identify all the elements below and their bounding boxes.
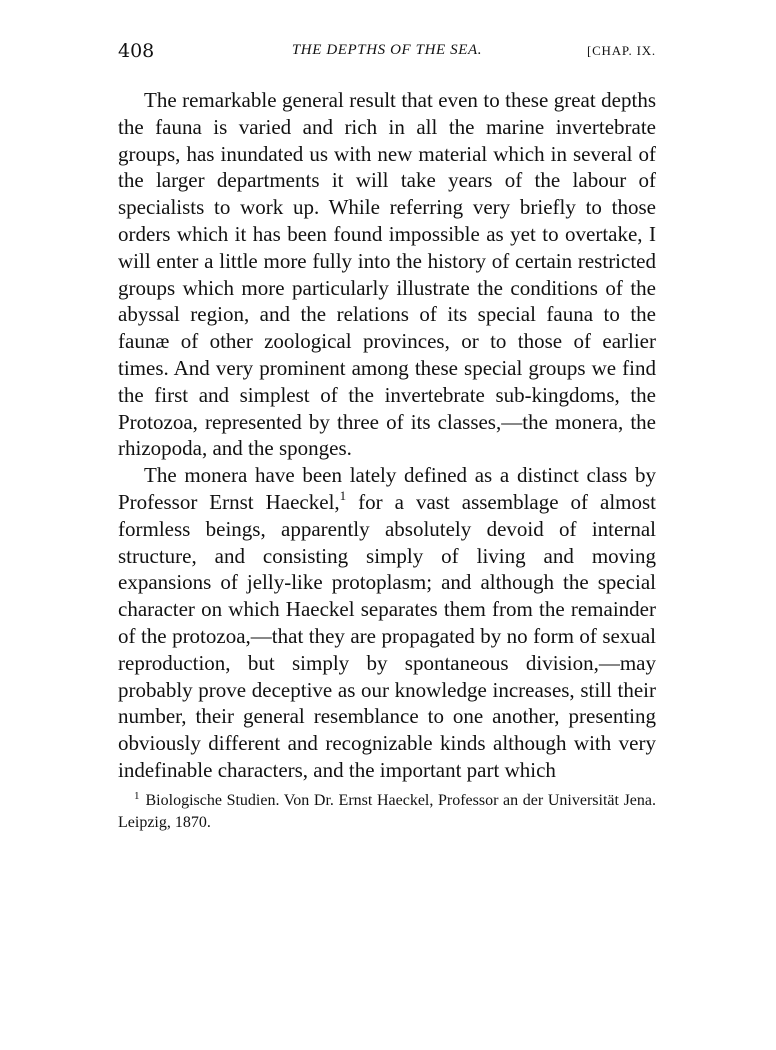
paragraph-1: The remarkable general result that even to these great depths the fauna is varied and rich in all the marine invertebrate groups, has inundated us with new material which in several of the larger departments it will take years of the labour of specialists to work up. While referring very briefly to those orders which it has been found impossible as yet to overtake, I will enter a little more fully into the history of certain restricted groups which more particularly illustrate the conditions of the abyssal region, and the relations of its special fauna to the faunæ of other zoological provinces, or to those of earlier times. And very prominent among these special groups we find the first and simplest of the invertebrate sub-kingdoms, the Protozoa, represented by three of its classes,—the monera, the rhizopoda, and the sponges. [118, 88, 656, 461]
paragraph-2-text-after-note: for a vast assemblage of almost formless beings, apparently absolutely devoid of internal structure, and consisting simply of living and moving expansions of jelly-like protoplasm; and although the special character on which Haeckel separates them from the remainder of the protozoa,—that they are propagated by no form of sexual reproduction, but simply by spontaneous division,—may probably prove deceptive as our knowledge increases, still their number, their general resemblance to one another, presenting obviously different and recognizable kinds although with very indefinable characters, and the important part which [118, 489, 657, 782]
footnote-marker: 1 [134, 789, 140, 802]
paragraph-2 [118, 462, 656, 784]
footnote [118, 790, 656, 834]
running-head [118, 40, 656, 70]
footnote-reference: 1 [339, 487, 347, 503]
page-number: 408 [118, 40, 155, 62]
body-text [118, 87, 656, 784]
paragraph-2-text-before-note: The monera have been lately defined as a distinct class by Professor Ernst Haeckel, [118, 463, 656, 514]
footnote-text: Biologische Studien. Von Dr. Ernst Haeckel, Professor an der Universität Jena. Leipzig, 1870. [118, 791, 656, 831]
chapter-reference: [CHAP. IX. [586, 43, 656, 58]
running-title: THE DEPTHS OF THE SEA. [291, 42, 483, 58]
book-page [118, 40, 656, 834]
